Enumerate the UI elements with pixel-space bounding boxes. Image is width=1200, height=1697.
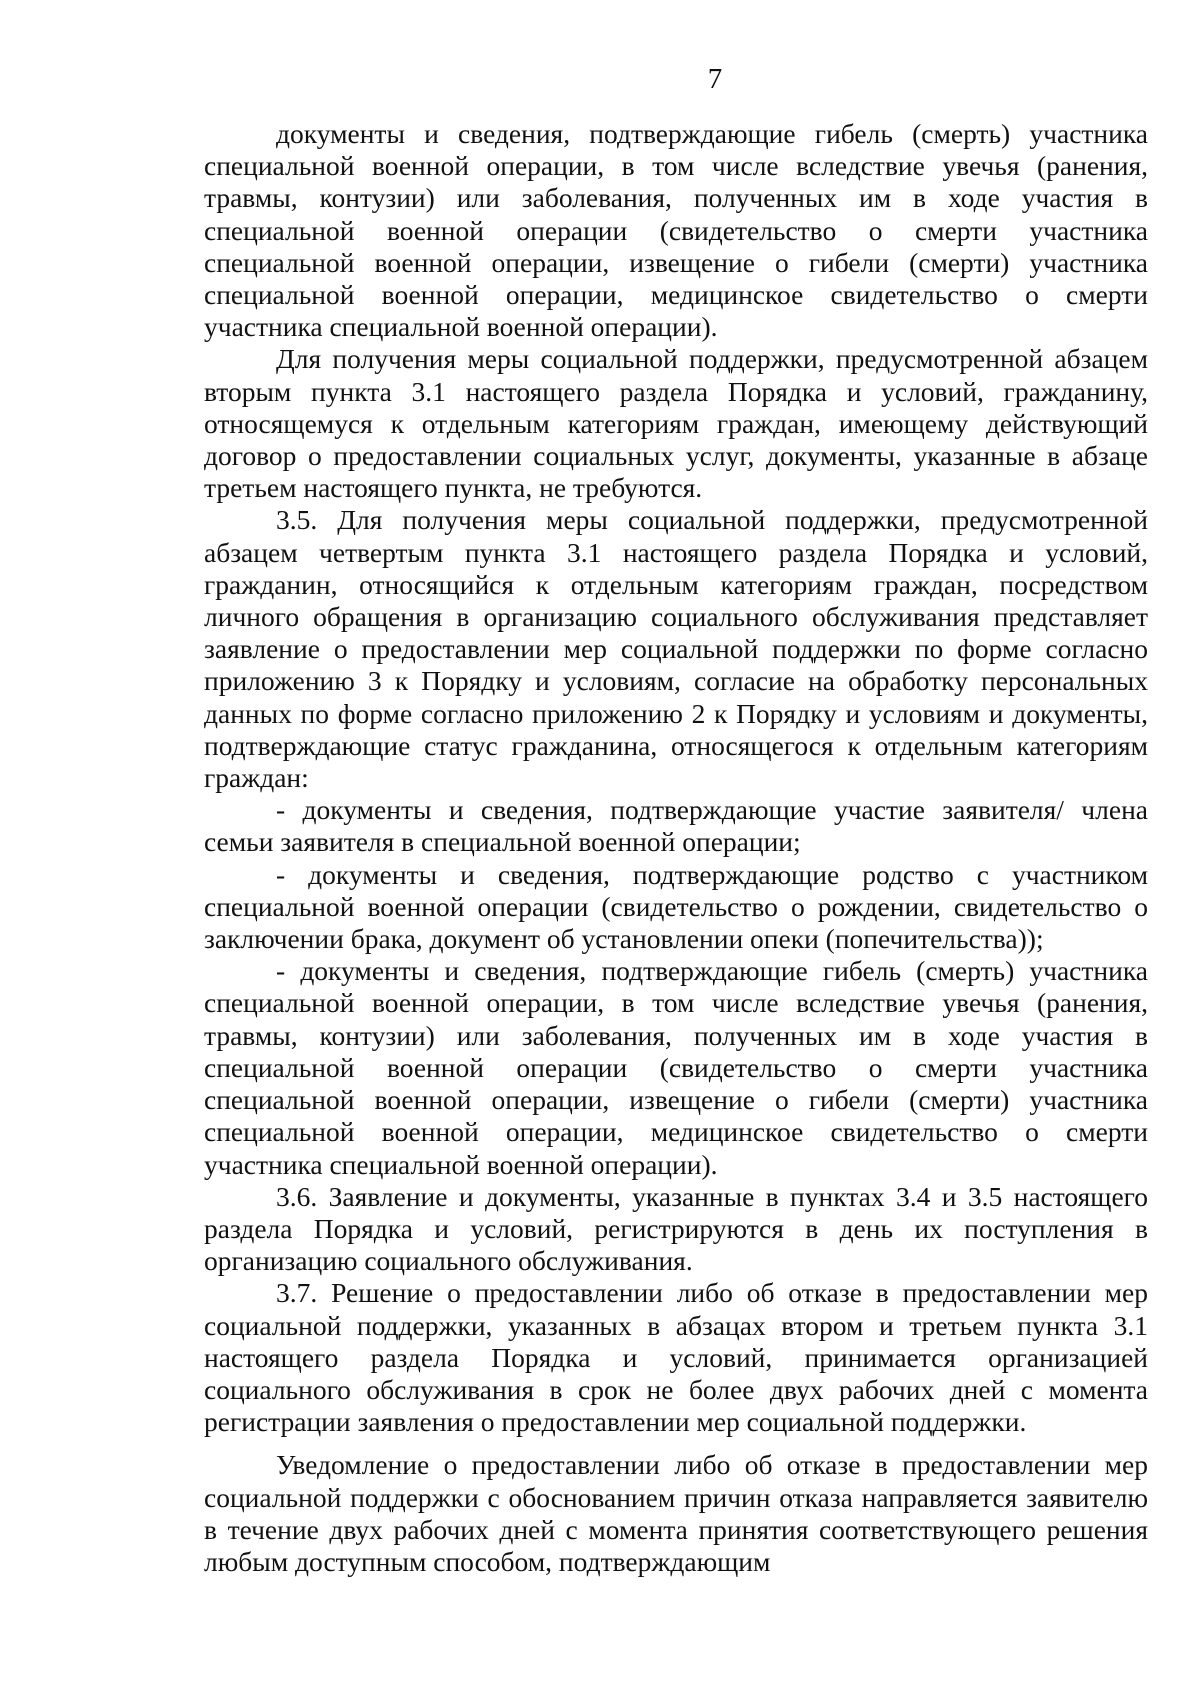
list-item-death-documents: - документы и сведения, подтверждающие гибель (смерть) участника специальной военной операции, в том числе вследствие увечья (ранения, травмы, контузии) или заболевания, полученных им в ходе участия в специальной военной операции (свидетельство о смерти участника специальной военной операции, извещение о гибели (смерти) участника специальной военной операции, медицинское свидетельство о смерти участника специальной военной операции). [204,955,1148,1180]
list-item-kinship-documents: - документы и сведения, подтверждающие родство с участником специальной военной операции (свидетельство о рождении, свидетельство о заключении брака, документ об установлении опеки (попечительства)); [204,858,1148,955]
paragraph-death-documents: документы и сведения, подтверждающие гибель (смерть) участника специальной военной операции, в том числе вследствие увечья (ранения, травмы, контузии) или заболевания, полученных им в ходе участия в специальной военной операции (свидетельство о смерти участника специальной военной операции, извещение о гибели (смерти) участника специальной военной операции, медицинское свидетельство о смерти участника специальной военной операции). [204,118,1148,343]
document-body [204,118,1148,1578]
paragraph-3-6: 3.6. Заявление и документы, указанные в пунктах 3.4 и 3.5 настоящего раздела Порядка и условий, регистрируются в день их поступления в организацию социального обслуживания. [204,1180,1148,1277]
list-item-participation-documents: - документы и сведения, подтверждающие участие заявителя/ члена семьи заявителя в специальной военной операции; [204,794,1148,858]
paragraph-3-7: 3.7. Решение о предоставлении либо об отказе в предоставлении мер социальной поддержки, указанных в абзацах втором и третьем пункта 3.1 настоящего раздела Порядка и условий, принимается организацией социального обслуживания в срок не более двух рабочих дней с момента регистрации заявления о предоставлении мер социальной поддержки. [204,1277,1148,1438]
page-number: 7 [707,63,723,95]
paragraph-notification: Уведомление о предоставлении либо об отказе в предоставлении мер социальной поддержки с обоснованием причин отказа направляется заявителю в течение двух рабочих дней с момента принятия соответствующего решения любым доступным способом, подтверждающим [204,1449,1148,1577]
paragraph-contract-exemption: Для получения меры социальной поддержки, предусмотренной абзацем вторым пункта 3.1 настоящего раздела Порядка и условий, гражданину, относящемуся к отдельным категориям граждан, имеющему действующий договор о предоставлении социальных услуг, документы, указанные в абзаце третьем настоящего пункта, не требуются. [204,343,1148,504]
paragraph-3-5: 3.5. Для получения меры социальной поддержки, предусмотренной абзацем четвертым пункта 3.1 настоящего раздела Порядка и условий, гражданин, относящийся к отдельным категориям граждан, посредством личного обращения в организацию социального обслуживания представляет заявление о предоставлении мер социальной поддержки по форме согласно приложению 3 к Порядку и условиям, согласие на обработку персональных данных по форме согласно приложению 2 к Порядку и условиям и документы, подтверждающие статус гражданина, относящегося к отдельным категориям граждан: [204,504,1148,794]
